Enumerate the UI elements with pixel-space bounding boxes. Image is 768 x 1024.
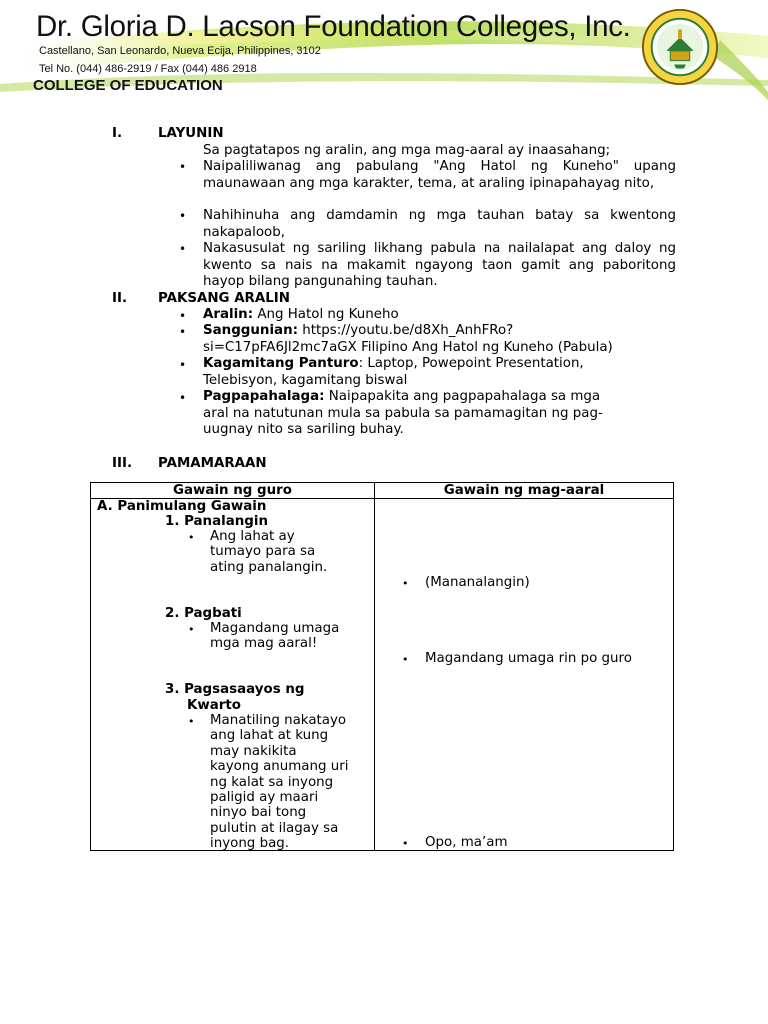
- layunin-objective: Nakasusulat ng sariling likhang pabula na nailalapat ang daloy ng kwento sa nais na makamit ngayong taon gamit ang paboritong hayop bilang pangunahing tauhan.: [203, 241, 676, 289]
- step-title-cont: Kwarto: [187, 698, 241, 713]
- bullet-icon: •: [188, 623, 195, 636]
- bullet-icon: •: [179, 391, 187, 405]
- teacher-line: paligid ay maari: [210, 790, 319, 805]
- paksa-sanggunian: [203, 323, 683, 356]
- paksa-sanggunian-source: si=C17pFA6Jl2mc7aGX Filipino Ang Hatol ng Kuneho (Pabula): [203, 339, 613, 355]
- institution-title: Dr. Gloria D. Lacson Foundation Colleges, Inc.: [36, 10, 631, 43]
- lesson-procedure-table: [90, 482, 674, 851]
- paksa-pagpapahalaga-value: Naipapakita ang pagpapahalaga sa mga: [324, 389, 601, 404]
- section-title: LAYUNIN: [158, 126, 224, 141]
- bullet-icon: •: [179, 358, 187, 372]
- paksa-sanggunian-label: Sanggunian:: [203, 323, 298, 338]
- table-column-divider: [374, 483, 375, 850]
- table-header-teacher: Gawain ng guro: [173, 483, 292, 498]
- bullet-icon: •: [179, 242, 187, 256]
- paksa-kagamitan: [203, 356, 683, 389]
- section-title: PAMAMARAAN: [158, 456, 267, 471]
- bullet-icon: •: [188, 531, 195, 544]
- teacher-line: kayong anumang uri: [210, 759, 349, 774]
- table-header-student: Gawain ng mag-aaral: [443, 483, 605, 498]
- section-number: III.: [112, 456, 133, 471]
- paksa-pagpapahalaga: [203, 389, 683, 439]
- paksa-kagamitan-value: : Laptop, Powepoint Presentation,: [358, 356, 584, 371]
- paksa-aralin-label: Aralin:: [203, 307, 254, 322]
- paksa-kagamitan-value-cont: Telebisyon, kagamitang biswal: [203, 372, 408, 388]
- teacher-line: pulutin at ilagay sa: [210, 821, 339, 836]
- table-section-title: A. Panimulang Gawain: [97, 499, 267, 514]
- paksa-pagpapahalaga-value-cont: uugnay nito sa sariling buhay.: [203, 422, 404, 437]
- teacher-line: ating panalangin.: [210, 560, 328, 575]
- teacher-line: ninyo bai tong: [210, 805, 307, 820]
- college-seal-icon: [641, 8, 719, 86]
- student-response: Magandang umaga rin po guro: [425, 651, 632, 666]
- teacher-line: tumayo para sa: [210, 544, 316, 559]
- section-title: PAKSANG ARALIN: [158, 291, 290, 306]
- layunin-objective: Naipaliliwanag ang pabulang "Ang Hatol ng Kuneho" upang maunawaan ang mga karakter, tema, at araling ipinapahayag nito,: [203, 159, 676, 191]
- bullet-icon: •: [402, 837, 409, 850]
- bullet-icon: •: [402, 577, 409, 590]
- layunin-intro: Sa pagtatapos ng aralin, ang mga mag-aaral ay inaasahang;: [203, 143, 611, 158]
- paksa-pagpapahalaga-label: Pagpapahalaga:: [203, 389, 325, 404]
- institution-address: Castellano, San Leonardo, Nueva Ecija, Philippines, 3102: [39, 45, 321, 57]
- teacher-line: ang lahat at kung: [210, 728, 329, 743]
- teacher-line: Ang lahat ay: [210, 529, 295, 544]
- paksa-aralin: [203, 307, 683, 324]
- bullet-icon: •: [179, 160, 187, 174]
- section-number: II.: [112, 291, 128, 306]
- step-title: 2. Pagbati: [165, 606, 242, 621]
- bullet-icon: •: [179, 309, 187, 323]
- bullet-icon: •: [179, 325, 187, 339]
- teacher-line: Magandang umaga: [210, 621, 340, 636]
- paksa-pagpapahalaga-value-cont: aral na natutunan mula sa pabula sa pamamagitan ng pag-: [203, 405, 603, 421]
- teacher-line: ng kalat sa inyong: [210, 775, 334, 790]
- layunin-objective: Nahihinuha ang damdamin ng mga tauhan batay sa kwentong nakapaloob,: [203, 208, 676, 240]
- teacher-line: inyong bag.: [210, 836, 290, 851]
- paksa-sanggunian-link[interactable]: https://youtu.be/d8Xh_AnhFRo?: [297, 323, 514, 338]
- teacher-line: mga mag aaral!: [210, 636, 318, 651]
- letterhead: [0, 0, 768, 100]
- step-title: 3. Pagsasaayos ng: [165, 682, 305, 697]
- teacher-line: may nakikita: [210, 744, 297, 759]
- student-response: Opo, ma’am: [425, 835, 508, 850]
- college-name: COLLEGE OF EDUCATION: [33, 77, 223, 94]
- teacher-line: Manatiling nakatayo: [210, 713, 347, 728]
- institution-phone: Tel No. (044) 486-2919 / Fax (044) 486 2918: [39, 63, 257, 75]
- section-number: I.: [112, 126, 123, 141]
- bullet-icon: •: [179, 209, 187, 223]
- bullet-icon: •: [402, 653, 409, 666]
- paksa-aralin-value: Ang Hatol ng Kuneho: [253, 307, 399, 322]
- step-title: 1. Panalangin: [165, 514, 268, 529]
- bullet-icon: •: [188, 715, 195, 728]
- paksa-kagamitan-label: Kagamitang Panturo: [203, 356, 359, 371]
- student-response: (Mananalangin): [425, 575, 530, 590]
